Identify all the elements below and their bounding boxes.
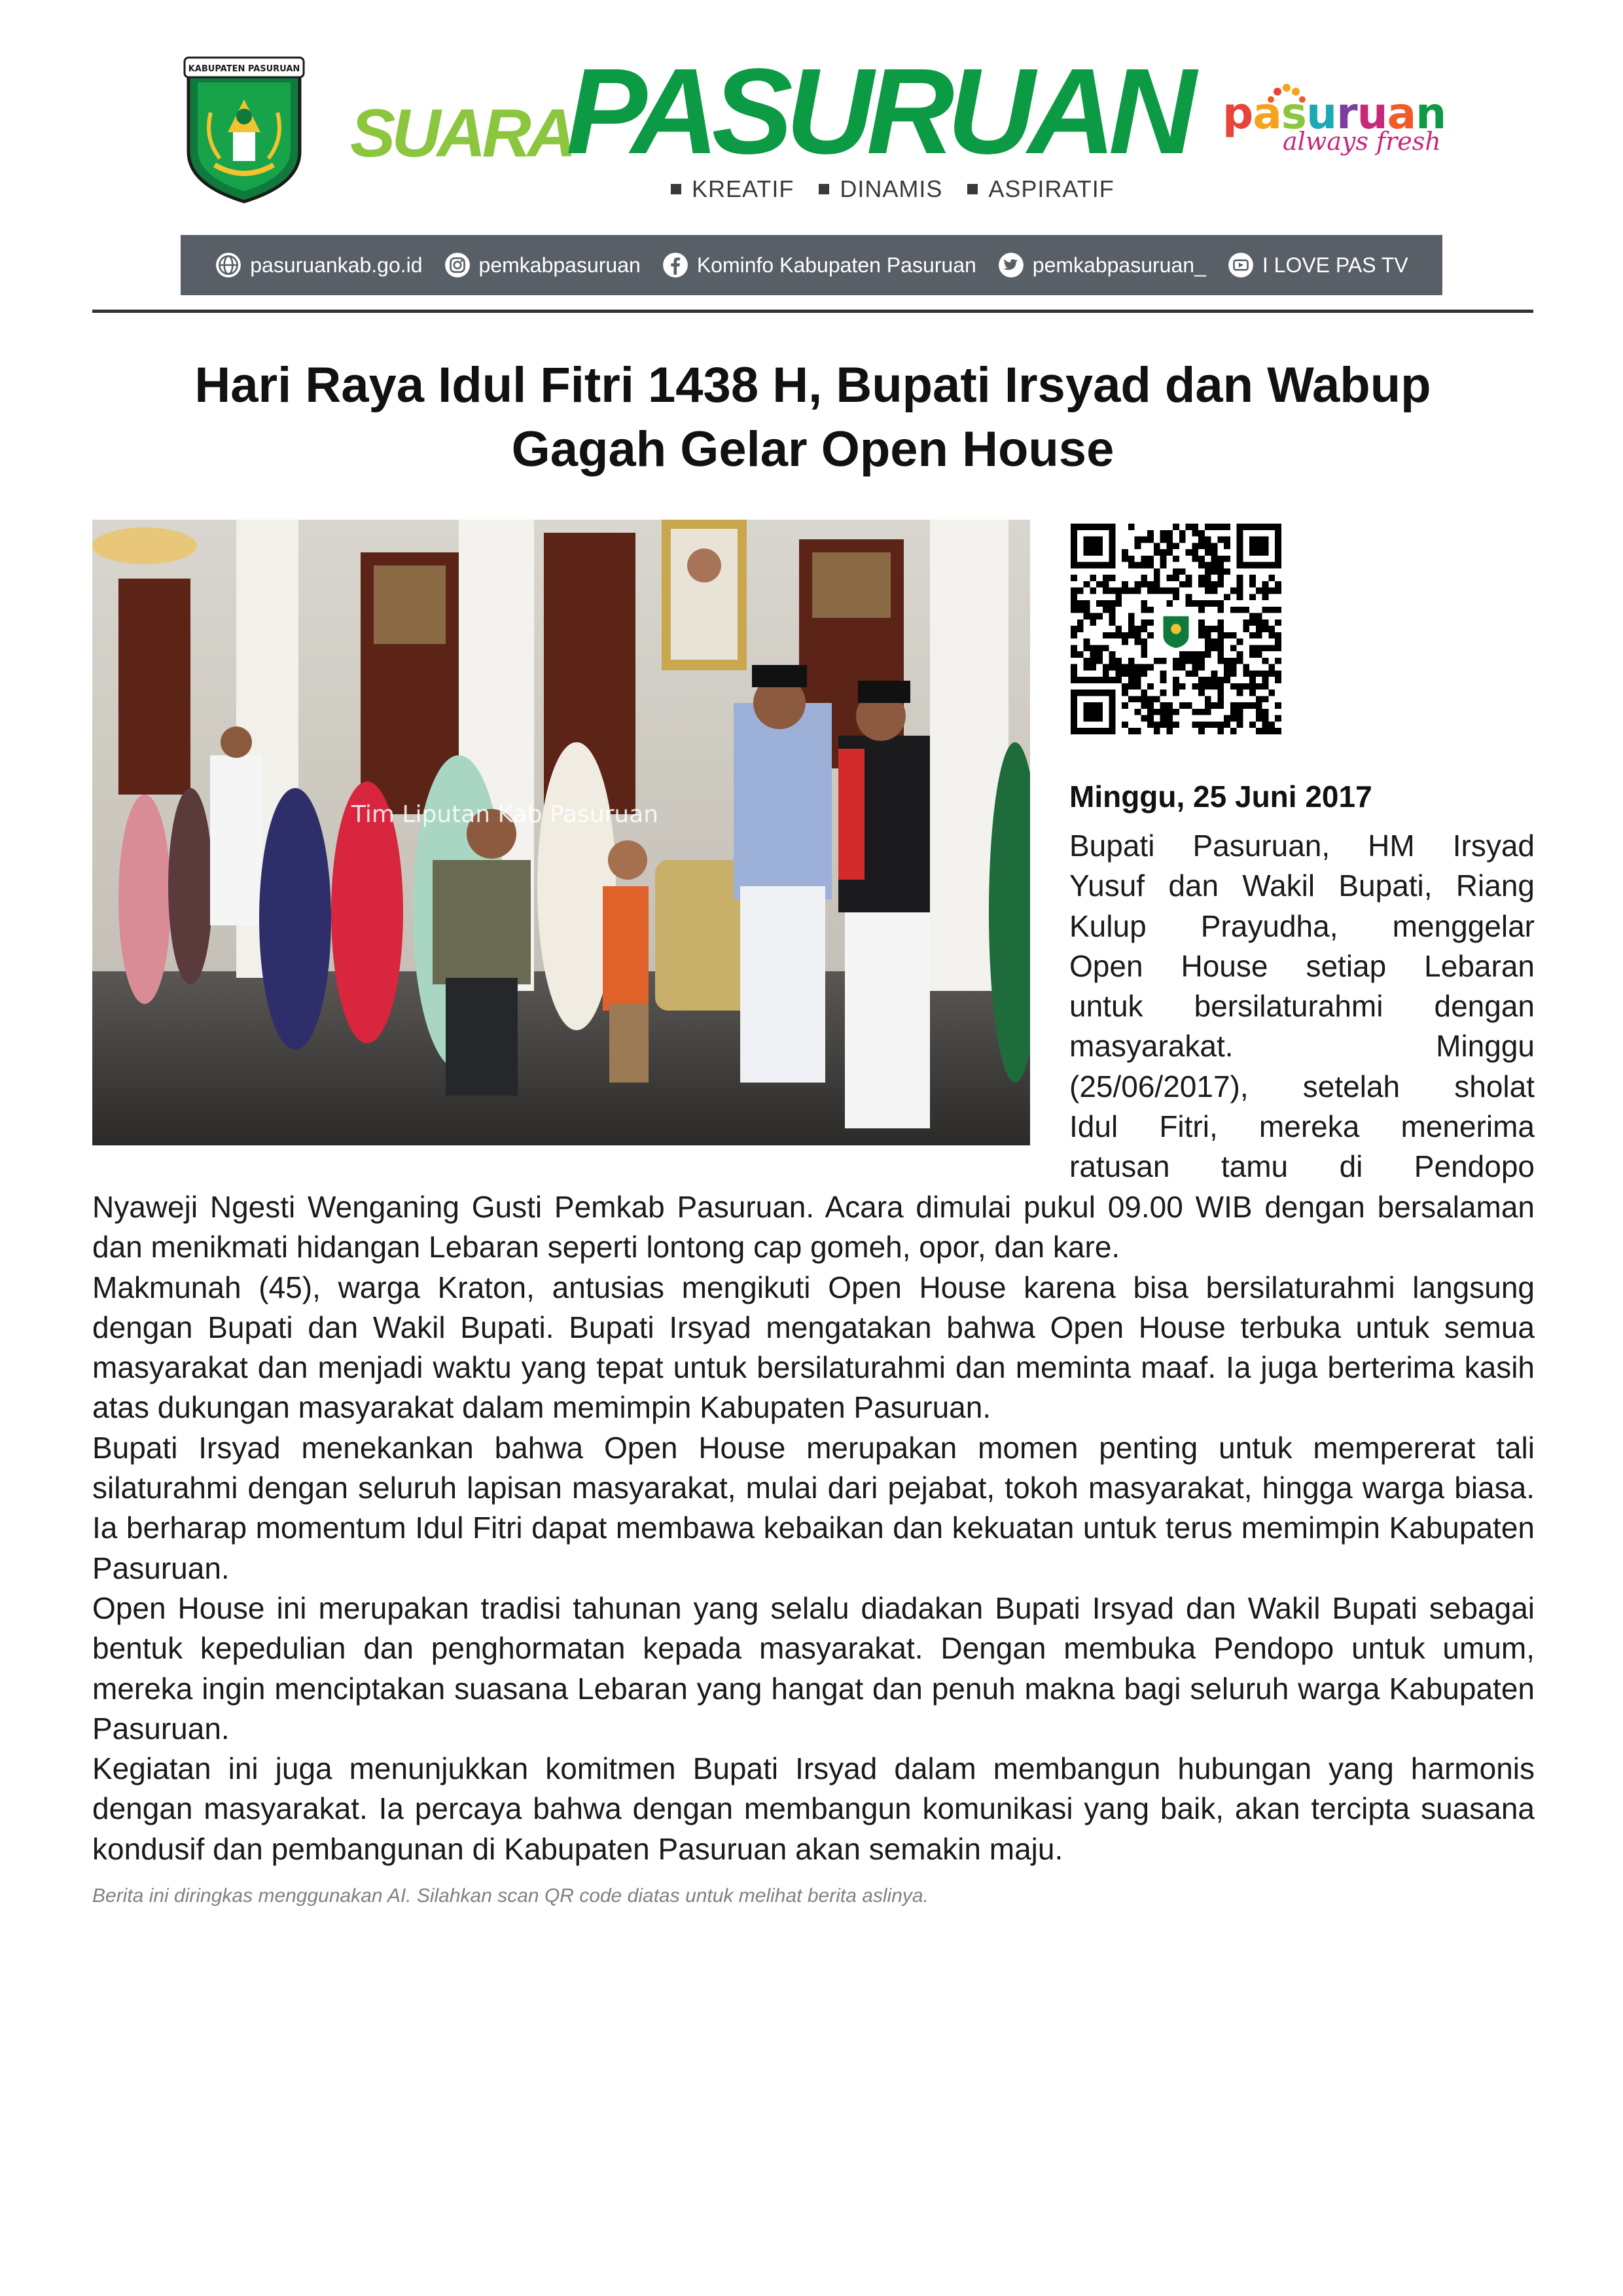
bullet-square-icon — [967, 184, 978, 194]
social-item-twitter[interactable]: pemkabpasuruan_ — [997, 251, 1206, 279]
globe-icon — [215, 251, 242, 279]
article-line: Kulup Prayudha, menggelar — [1069, 908, 1535, 943]
article-paragraph: Open House ini merupakan tradisi tahunan yang selalu diadakan Bupati Irsyad dan Wakil Bupati sebagai bentuk kepedulian dan penghormatan kepada masyarakat. Dengan membuka Pendopo untuk umum, mereka ingin menciptakan suasana Lebaran yang hangat dan penuh makna bagi seluruh warga Kabupaten Pasuruan. — [92, 1590, 1535, 1746]
qr-finder-pattern — [1071, 524, 1115, 568]
article-line: Open House setiap Lebaran — [1069, 948, 1535, 983]
bullet-square-icon — [819, 184, 829, 194]
instagram-icon — [444, 251, 471, 279]
pasuruan-always-fresh-logo — [1222, 79, 1452, 177]
qr-code[interactable] — [1071, 524, 1281, 734]
article-line: (25/06/2017), setelah sholat — [1069, 1069, 1535, 1103]
bullet-square-icon — [671, 184, 681, 194]
article-line: Yusuf dan Wakil Bupati, Riang — [1069, 869, 1535, 903]
article-column-text — [1069, 826, 1535, 1187]
social-item-instagram[interactable]: pemkabpasuruan — [444, 251, 641, 279]
article-line: Idul Fitri, mereka menerima — [1069, 1109, 1535, 1144]
social-item-facebook[interactable]: Kominfo Kabupaten Pasuruan — [662, 251, 976, 279]
suara-pasuruan-logo — [350, 44, 1190, 215]
twitter-icon — [997, 251, 1025, 279]
tagline-item: KREATIF — [671, 175, 794, 203]
article-line: masyarakat. Minggu — [1069, 1029, 1535, 1064]
facebook-icon — [662, 251, 689, 279]
tv-icon — [1227, 251, 1255, 279]
social-item-tv[interactable]: I LOVE PAS TV — [1227, 251, 1408, 279]
photo-watermark: Tim Liputan Kab Pasuruan — [351, 801, 659, 828]
social-media-bar — [181, 235, 1442, 295]
article-headline: Hari Raya Idul Fitri 1438 H, Bupati Irsyad dan Wabup Gagah Gelar Open House — [194, 357, 1431, 477]
qr-center-logo-icon — [1157, 610, 1196, 649]
qr-finder-pattern — [1071, 690, 1115, 734]
qr-finder-pattern — [1237, 524, 1281, 568]
article-line: ratusan tamu di Pendopo — [1069, 1149, 1535, 1184]
brand-suara-text: SUARA — [350, 96, 573, 171]
svg-text:KABUPATEN PASURUAN: KABUPATEN PASURUAN — [188, 64, 300, 74]
regency-crest-logo — [182, 54, 306, 204]
article-line: Bupati Pasuruan, HM Irsyad — [1069, 829, 1535, 863]
article-photo — [92, 520, 1030, 1145]
article-date: Minggu, 25 Juni 2017 — [1069, 780, 1372, 814]
article-body — [92, 1187, 1535, 1869]
always-fresh-text: always fresh — [1283, 127, 1441, 156]
brand-pasuruan-text: PASURUAN — [566, 44, 1190, 179]
header-divider — [92, 310, 1533, 313]
article-paragraph: Makmunah (45), warga Kraton, antusias mengikuti Open House karena bisa bersilaturahmi langsung dengan Bupati dan Wakil Bupati. Bupati Irsyad mengatakan bahwa Open House terbuka untuk semua masyarakat dan menjadi waktu yang tepat untuk bersilaturahmi dan meminta maaf. Ia juga berterima kasih atas dukungan masyarakat dalam memimpin Kabupaten Pasuruan. — [92, 1270, 1535, 1425]
ai-summary-note: Berita ini diringkas menggunakan AI. Silahkan scan QR code diatas untuk melihat berita aslinya. — [92, 1885, 929, 1907]
tagline — [671, 175, 1115, 203]
article-paragraph: Kegiatan ini juga menunjukkan komitmen Bupati Irsyad dalam membangun hubungan yang harmonis dengan masyarakat. Ia percaya bahwa dengan membangun komunikasi yang baik, akan tercipta suasana kondusif dan pembangunan di Kabupaten Pasuruan akan semakin maju. — [92, 1751, 1535, 1866]
tagline-item: ASPIRATIF — [967, 175, 1114, 203]
svg-text:pasuruan: pasuruan — [1222, 88, 1446, 139]
tagline-item: DINAMIS — [819, 175, 942, 203]
article-paragraph: Bupati Irsyad menekankan bahwa Open House merupakan momen penting untuk mempererat tali silaturahmi dengan seluruh lapisan masyarakat, mulai dari pejabat, tokoh masyarakat, hingga warga biasa. Ia berharap momentum Idul Fitri dapat membawa kebaikan dan kekuatan untuk terus memimpin Kabupaten Pasuruan. — [92, 1430, 1535, 1585]
article-paragraph: Nyaweji Ngesti Wenganing Gusti Pemkab Pasuruan. Acara dimulai pukul 09.00 WIB dengan bersalaman dan menikmati hidangan Lebaran seperti lontong cap gomeh, opor, dan kare. — [92, 1190, 1535, 1265]
social-item-website[interactable]: pasuruankab.go.id — [215, 251, 422, 279]
article-line: untuk bersilaturahmi dengan — [1069, 989, 1535, 1024]
